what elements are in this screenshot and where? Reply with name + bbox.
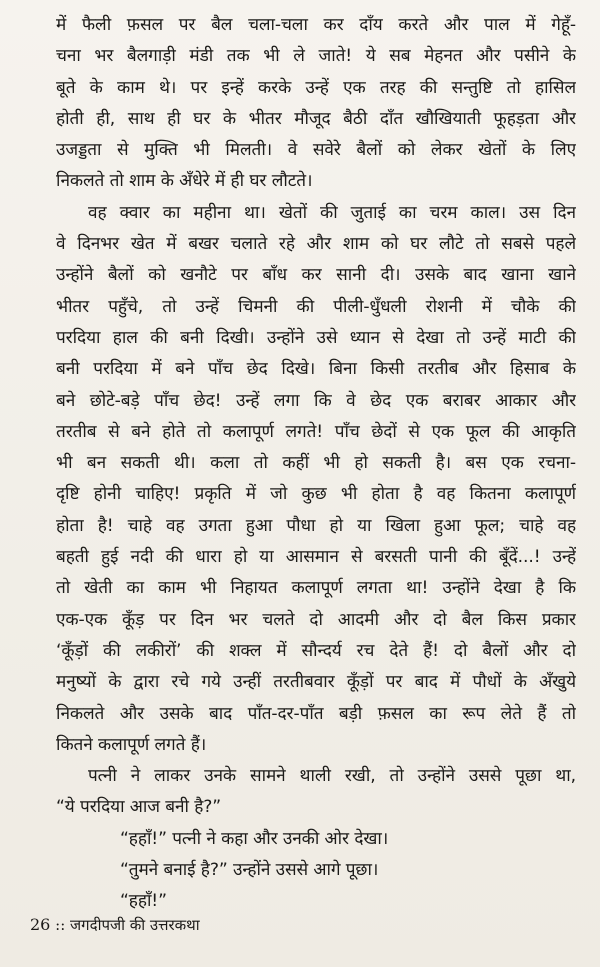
text-line: उजड्डता से मुक्ति भी मिलती। वे सवेरे बैलों को लेकर खेतों के लिए <box>56 140 576 161</box>
dialogue-line: “हहाँ!” पत्नी ने कहा और उनकी ओर देखा। <box>120 828 389 849</box>
text-line: होता है! चाहे वह उगता हुआ पौधा हो या खिला हुआ फूल; चाहे वह <box>56 515 576 536</box>
text-line: परदिया हाल की बनी दिखी। उन्होंने उसे ध्यान से देखा तो उन्हें माटी की <box>56 327 576 348</box>
paragraph-start-line: वह क्वार का महीना था। खेतों की जुताई का चरम काल। उस दिन <box>88 202 576 223</box>
text-line: बनी परदिया में बने पाँच छेद दिखे। बिना किसी तरतीब और हिसाब के <box>56 359 576 380</box>
page-body-text <box>56 10 576 918</box>
text-line: दृष्टि होनी चाहिए! प्रकृति में जो कुछ भी होता है वह कितना कलापूर्ण <box>56 484 576 505</box>
text-line: मनुष्यों के द्वारा रचे गये उन्हीं तरतीबवार कूँड़ों पर बाद में पौधों के अँखुये <box>56 672 576 693</box>
dialogue-line: “हहाँ!” <box>120 891 167 912</box>
text-line: वे दिनभर खेत में बखर चलाते रहे और शाम को घर लौटे तो सबसे पहले <box>56 234 576 255</box>
text-line: एक-एक कूँड़ पर दिन भर चलते दो आदमी और दो बैल किस प्रकार <box>56 609 576 630</box>
text-line: तरतीब से बने होते तो कलापूर्ण लगते! पाँच छेदों से एक फूल की आकृति <box>56 421 576 442</box>
text-line: तो खेती का काम भी निहायत कलापूर्ण लगता था! उन्होंने देखा है कि <box>56 578 576 599</box>
dialogue-line: “ये परदिया आज बनी है?” <box>56 797 222 818</box>
text-line: होती ही, साथ ही घर के भीतर मौजूद बैठी दाँत खौखियाती फूहड़ता और <box>56 108 576 129</box>
running-title: जगदीपजी की उत्तरकथा <box>70 916 200 934</box>
dialogue-line: “तुमने बनाई है?” उन्होंने उससे आगे पूछा। <box>120 860 379 881</box>
text-line: बने छोटे-बड़े पाँच छेद! उन्हें लगा कि वे छेद एक बराबर आकार और <box>56 390 576 411</box>
text-line: बहती हुई नदी की धारा हो या आसमान से बरसती पानी की बूँदें...! उन्हें <box>56 547 576 568</box>
footer-separator: :: <box>55 916 66 934</box>
text-line: भी बन सकती थी। कला तो कहीं भी हो सकती है। बस एक रचना- <box>56 453 576 474</box>
text-line: भीतर पहुँचे, तो उन्हें चिमनी की पीली-धुँधली रोशनी में चौके की <box>56 296 576 317</box>
text-line: निकलते तो शाम के अँधेरे में ही घर लौटते। <box>56 171 313 192</box>
paragraph-start-line: पत्नी ने लाकर उनके सामने थाली रखी, तो उन्होंने उससे पूछा था, <box>88 766 576 787</box>
page-number: 26 <box>30 915 51 934</box>
text-line: बूते के काम थे। पर इन्हें करके उन्हें एक तरह की सन्तुष्टि तो हासिल <box>56 77 576 98</box>
text-line: ‘कूँड़ों की लकीरों’ की शक्ल में सौन्दर्य रच देते हैं! दो बैलों और दो <box>56 640 576 661</box>
text-line: उन्होंने बैलों को खनौटे पर बाँध कर सानी दी। उसके बाद खाना खाने <box>56 265 576 286</box>
page-footer <box>30 915 200 935</box>
text-line: निकलते और उसके बाद पाँत-दर-पाँत बड़ी फ़सल का रूप लेते हैं तो <box>56 703 576 724</box>
text-line: में फैली फ़सल पर बैल चला-चला कर दाँय करते और पाल में गेहूँ- <box>56 15 576 35</box>
text-line: चना भर बैलगाड़ी मंडी तक भी ले जाते! ये सब मेहनत और पसीने के <box>56 46 576 67</box>
text-line: कितने कलापूर्ण लगते हैं। <box>56 734 207 755</box>
